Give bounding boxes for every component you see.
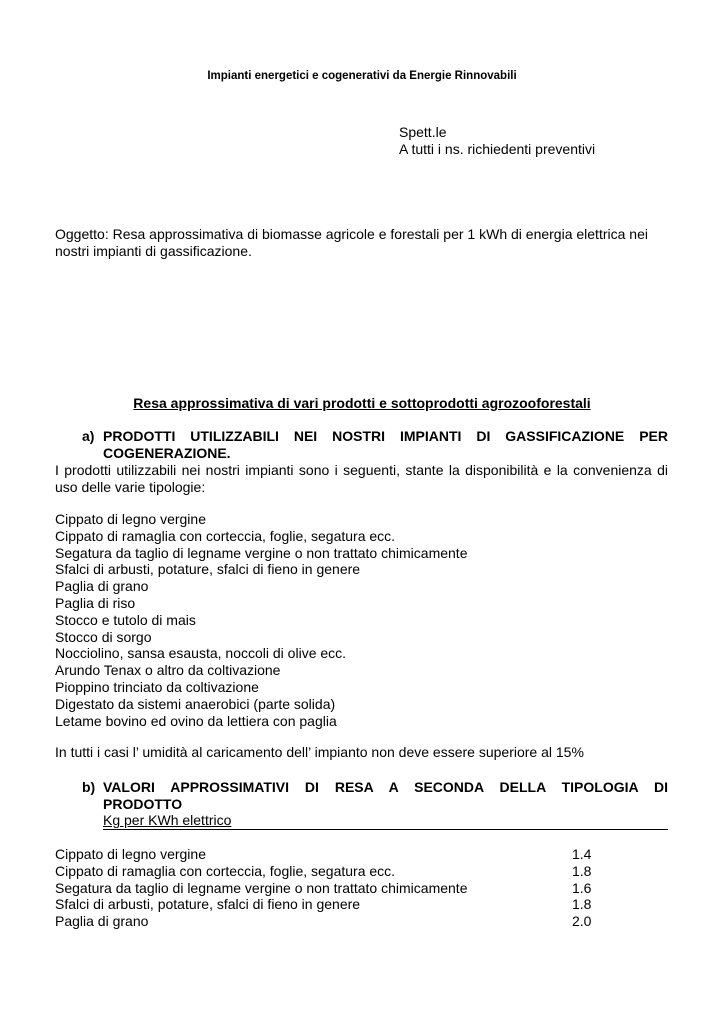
product-name: Segatura da taglio di legname vergine o non trattato chimicamente <box>55 879 468 896</box>
yield-table <box>55 846 615 930</box>
yield-value: 1.8 <box>572 896 592 913</box>
section-a-heading-line2: COGENERAZIONE. <box>103 445 231 461</box>
list-item: Digestato da sistemi anaerobici (parte solida) <box>55 695 336 712</box>
section-a-marker: a) <box>82 428 95 444</box>
section-b-heading <box>82 779 668 813</box>
list-item: Nocciolino, sansa esausta, noccoli di olive ecc. <box>55 645 347 662</box>
list-item: Cippato di ramaglia con corteccia, foglie, segatura ecc. <box>55 527 396 544</box>
section-b-heading-line2: PRODOTTO <box>103 796 183 812</box>
list-item: Paglia di riso <box>55 594 136 611</box>
yield-value: 2.0 <box>572 913 592 930</box>
product-name: Cippato di ramaglia con corteccia, foglie, segatura ecc. <box>55 862 396 879</box>
section-a-heading <box>82 428 668 462</box>
section-b-marker: b) <box>82 779 96 795</box>
yield-value: 1.8 <box>572 862 592 879</box>
product-list <box>55 511 655 729</box>
section-b-heading-line1: VALORI APPROSSIMATIVI DI RESA A SECONDA DELLA TIPOLOGIA DI <box>103 779 668 795</box>
list-item: Segatura da taglio di legname vergine o non trattato chimicamente <box>55 544 468 561</box>
subject-paragraph: Oggetto: Resa approssimativa di biomasse agricole e forestali per 1 kWh di energia elettrica nei nostri impianti di gassificazione. <box>55 226 648 259</box>
list-item: Cippato di legno vergine <box>55 511 206 527</box>
yield-value: 1.6 <box>572 879 592 896</box>
list-item: Paglia di grano <box>55 578 149 595</box>
list-item: Letame bovino ed ovino da lettiera con paglia <box>55 712 337 729</box>
document-header-title: Impianti energetici e cogenerativi da Energie Rinnovabili <box>207 70 517 82</box>
section-a-heading-line1: PRODOTTI UTILIZZABILI NEI NOSTRI IMPIANTI DI GASSIFICAZIONE PER <box>103 428 668 444</box>
table-row <box>55 846 615 863</box>
yield-value: 1.4 <box>572 846 592 862</box>
recipient-salutation: Spett.le <box>399 124 447 140</box>
list-item: Stocco e tutolo di mais <box>55 611 196 628</box>
list-item: Pioppino trinciato da coltivazione <box>55 678 259 695</box>
table-row <box>55 863 615 880</box>
table-row <box>55 913 615 930</box>
product-name: Cippato di legno vergine <box>55 846 206 862</box>
product-name: Paglia di grano <box>55 913 149 930</box>
recipient-line: A tutti i ns. richiedenti preventivi <box>399 141 596 157</box>
list-item: Sfalci di arbusti, potature, sfalci di fieno in genere <box>55 561 361 578</box>
humidity-note: In tutti i casi l’ umidità al caricamento dell’ impianto non deve essere superiore al 15% <box>55 744 584 760</box>
units-label: Kg per KWh elettrico <box>103 812 232 828</box>
product-name: Sfalci di arbusti, potature, sfalci di fieno in genere <box>55 896 361 913</box>
section-title: Resa approssimativa di vari prodotti e sottoprodotti agrozooforestali <box>133 395 591 411</box>
table-row <box>55 896 615 913</box>
table-row <box>55 880 615 897</box>
section-a-intro: I prodotti utilizzabili nei nostri impianti sono i seguenti, stante la disponibilità e la convenienza di uso delle varie tipologie: <box>55 462 668 495</box>
units-label-line <box>103 812 668 830</box>
list-item: Arundo Tenax o altro da coltivazione <box>55 662 281 679</box>
list-item: Stocco di sorgo <box>55 628 152 645</box>
